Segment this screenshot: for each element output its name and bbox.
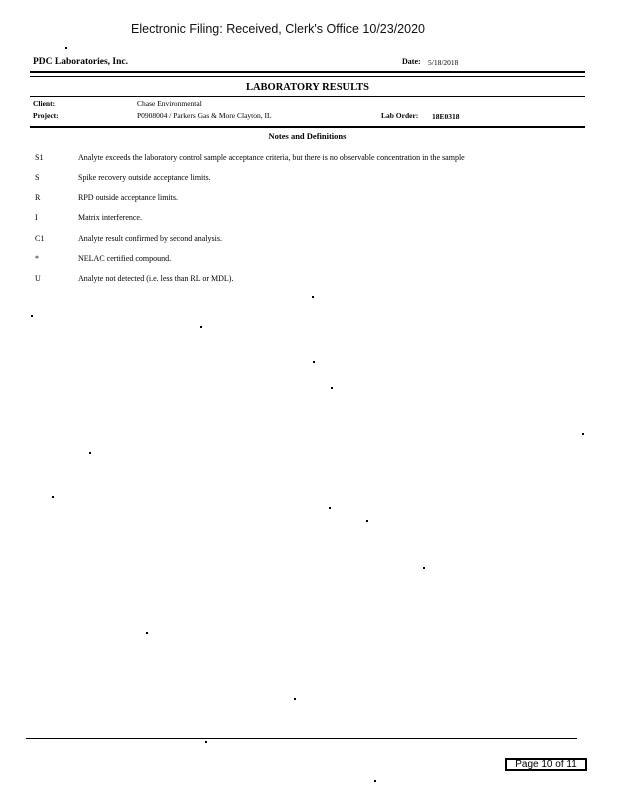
header-rule-thin <box>30 76 585 77</box>
scan-speck <box>329 507 331 509</box>
header-rule-thick <box>30 71 585 73</box>
note-code: R <box>35 193 41 202</box>
lab-order-value: 18E0318 <box>432 112 460 121</box>
scan-speck <box>423 567 425 569</box>
project-label: Project: <box>33 111 59 120</box>
note-code: I <box>35 213 38 222</box>
scan-speck <box>331 387 333 389</box>
title-rule <box>30 96 585 97</box>
report-title: LABORATORY RESULTS <box>245 82 370 93</box>
scan-speck <box>366 520 368 522</box>
scan-speck <box>31 315 33 317</box>
client-value: Chase Environmental <box>137 99 202 108</box>
note-text: NELAC certified compound. <box>78 254 172 263</box>
note-code: U <box>35 274 41 283</box>
date-label: Date: <box>402 57 421 66</box>
scan-speck <box>313 361 315 363</box>
scan-speck <box>294 698 296 700</box>
note-code: C1 <box>35 234 45 243</box>
note-text: Analyte exceeds the laboratory control sample acceptance criteria, but there is no observable concentration in the sample <box>78 153 465 162</box>
note-text: RPD outside acceptance limits. <box>78 193 178 202</box>
footer-rule <box>26 738 577 739</box>
scan-speck <box>200 326 202 328</box>
lab-order-label: Lab Order: <box>381 111 419 120</box>
note-code: S1 <box>35 153 44 162</box>
scan-speck <box>146 632 148 634</box>
note-text: Spike recovery outside acceptance limits. <box>78 173 211 182</box>
filing-stamp: Electronic Filing: Received, Clerk's Office 10/23/2020 <box>131 22 425 36</box>
scan-speck <box>205 741 207 743</box>
client-label: Client: <box>33 99 56 108</box>
note-code: * <box>35 254 39 263</box>
scan-speck <box>582 433 584 435</box>
notes-title: Notes and Definitions <box>268 131 347 141</box>
date-value: 5/18/2018 <box>428 58 459 67</box>
scan-speck <box>374 780 376 782</box>
lab-name: PDC Laboratories, Inc. <box>33 57 128 67</box>
note-text: Matrix interference. <box>78 213 142 222</box>
note-code: S <box>35 173 40 182</box>
scan-speck <box>65 47 67 49</box>
scan-speck <box>89 452 91 454</box>
meta-rule <box>30 126 585 128</box>
page-number: Page 10 of 11 <box>505 758 587 771</box>
scan-speck <box>52 496 54 498</box>
project-value: P0908004 / Parkers Gas & More Clayton, IL <box>137 111 272 120</box>
note-text: Analyte not detected (i.e. less than RL or MDL). <box>78 274 234 283</box>
scan-speck <box>312 296 314 298</box>
note-text: Analyte result confirmed by second analysis. <box>78 234 222 243</box>
